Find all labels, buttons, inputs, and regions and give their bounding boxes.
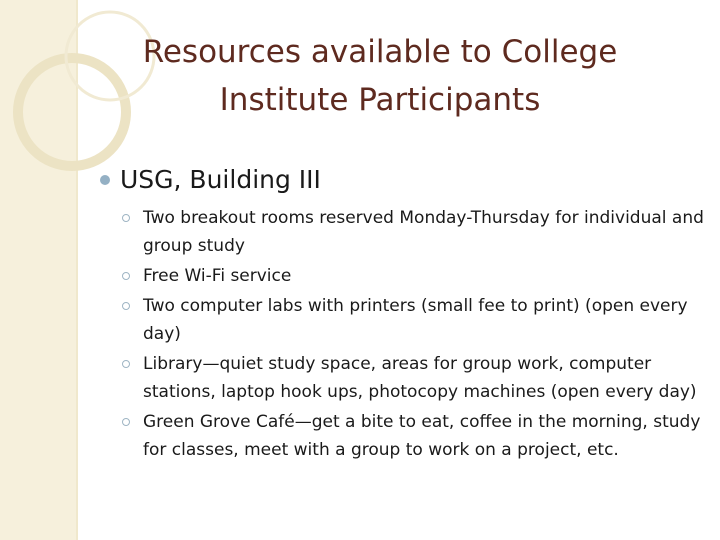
sub-bullet-list — [100, 204, 710, 464]
slide-title — [100, 28, 660, 124]
sub-bullet-text: Free Wi-Fi service — [143, 266, 292, 286]
ring-bullet-icon — [122, 272, 130, 280]
filled-circle-bullet-icon — [100, 175, 110, 185]
sub-bullet-item — [122, 262, 710, 290]
slide-content — [100, 160, 710, 466]
sub-bullet-text: Two computer labs with printers (small fee to print) (open every day) — [143, 296, 688, 344]
title-line-1: Resources available to College — [142, 34, 618, 70]
ring-bullet-icon — [122, 214, 130, 222]
title-line-2: Institute Participants — [219, 82, 541, 118]
ring-bullet-icon — [122, 360, 130, 368]
sub-bullet-item — [122, 292, 710, 348]
sub-bullet-item — [122, 408, 710, 464]
bullet-level-1 — [100, 160, 710, 200]
sub-bullet-text: Two breakout rooms reserved Monday-Thursday for individual and group study — [143, 208, 704, 256]
sub-bullet-item — [122, 350, 710, 406]
sub-bullet-text: Library—quiet study space, areas for group work, computer stations, laptop hook ups, photocopy machines (open every day) — [143, 354, 697, 402]
sub-bullet-item — [122, 204, 710, 260]
ring-bullet-icon — [122, 302, 130, 310]
bullet-text: USG, Building III — [120, 165, 321, 194]
sub-bullet-text: Green Grove Café—get a bite to eat, coffee in the morning, study for classes, meet with a group to work on a project, etc. — [143, 412, 701, 460]
ring-bullet-icon — [122, 418, 130, 426]
